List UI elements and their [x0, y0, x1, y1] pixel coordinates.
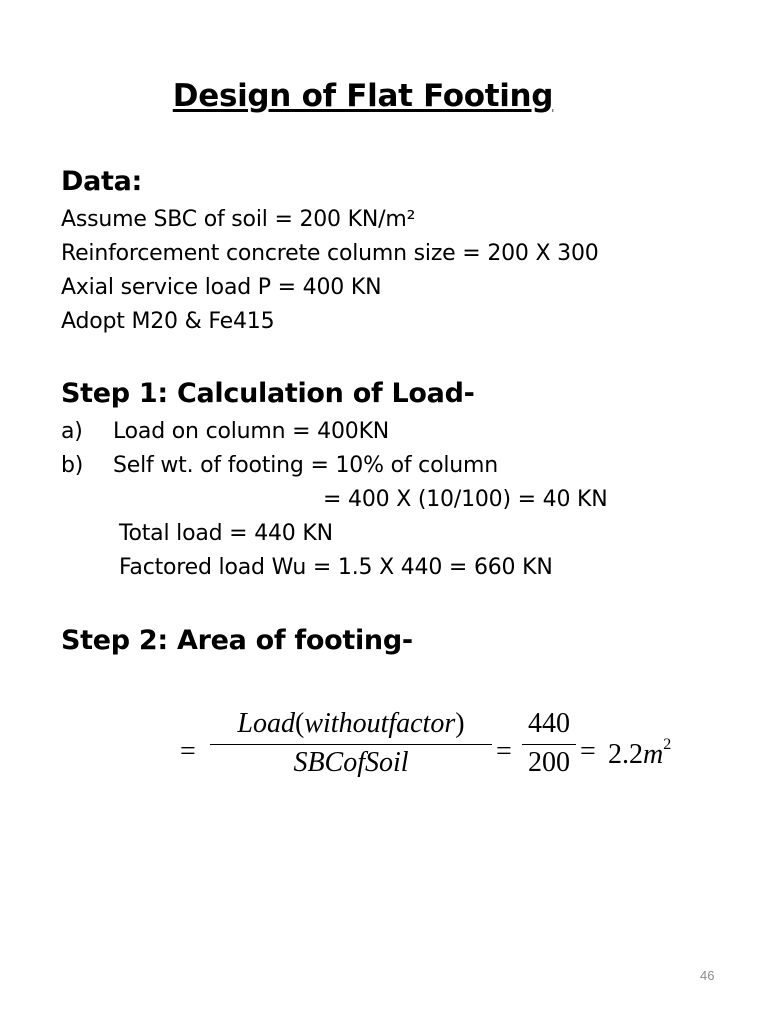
equals-sign: =: [496, 736, 512, 767]
fraction-440-over-200: [522, 708, 576, 779]
fraction-denominator: 200: [528, 747, 570, 778]
list-marker: a): [61, 419, 83, 444]
numerator-load: Load: [237, 708, 295, 739]
data-heading: Data:: [61, 166, 143, 197]
list-item-text: Self wt. of footing = 10% of column: [113, 453, 498, 478]
fraction-bar: [522, 744, 576, 745]
fraction-load-over-sbc: [210, 708, 492, 779]
fraction-numerator: [210, 708, 492, 740]
data-line-column-size: Reinforcement concrete column size = 200 X 300: [61, 241, 599, 266]
result-unit: m: [643, 739, 664, 770]
result-exponent: 2: [663, 736, 672, 753]
data-line-materials: Adopt M20 & Fe415: [61, 309, 275, 334]
step1-item-b: [61, 453, 498, 478]
list-marker: b): [61, 453, 84, 478]
step1-continuation: = 400 X (10/100) = 40 KN: [323, 487, 608, 512]
page-title: Design of Flat Footing: [172, 78, 554, 114]
step1-factored-load: Factored load Wu = 1.5 X 440 = 660 KN: [119, 555, 553, 580]
step1-heading: Step 1: Calculation of Load-: [61, 378, 475, 409]
list-item-text: Load on column = 400KN: [113, 419, 390, 444]
step1-item-a: [61, 419, 389, 444]
formula-result: [608, 736, 671, 771]
close-paren: ): [455, 708, 465, 739]
page-number: 46: [700, 968, 715, 983]
fraction-numerator: 440: [528, 708, 570, 739]
step2-heading: Step 2: Area of footing-: [61, 625, 413, 656]
step1-total-load: Total load = 440 KN: [119, 521, 333, 546]
fraction-bar: [210, 744, 492, 745]
equals-sign: =: [180, 736, 196, 767]
equals-sign: =: [580, 736, 596, 767]
data-line-axial-load: Axial service load P = 400 KN: [61, 275, 382, 300]
numerator-without-factor: withoutfactor: [304, 708, 456, 739]
data-line-sbc: Assume SBC of soil = 200 KN/m²: [61, 207, 416, 232]
result-value: 2.2: [608, 739, 643, 770]
fraction-denominator: SBCofSoil: [293, 747, 409, 778]
open-paren: (: [295, 708, 305, 739]
